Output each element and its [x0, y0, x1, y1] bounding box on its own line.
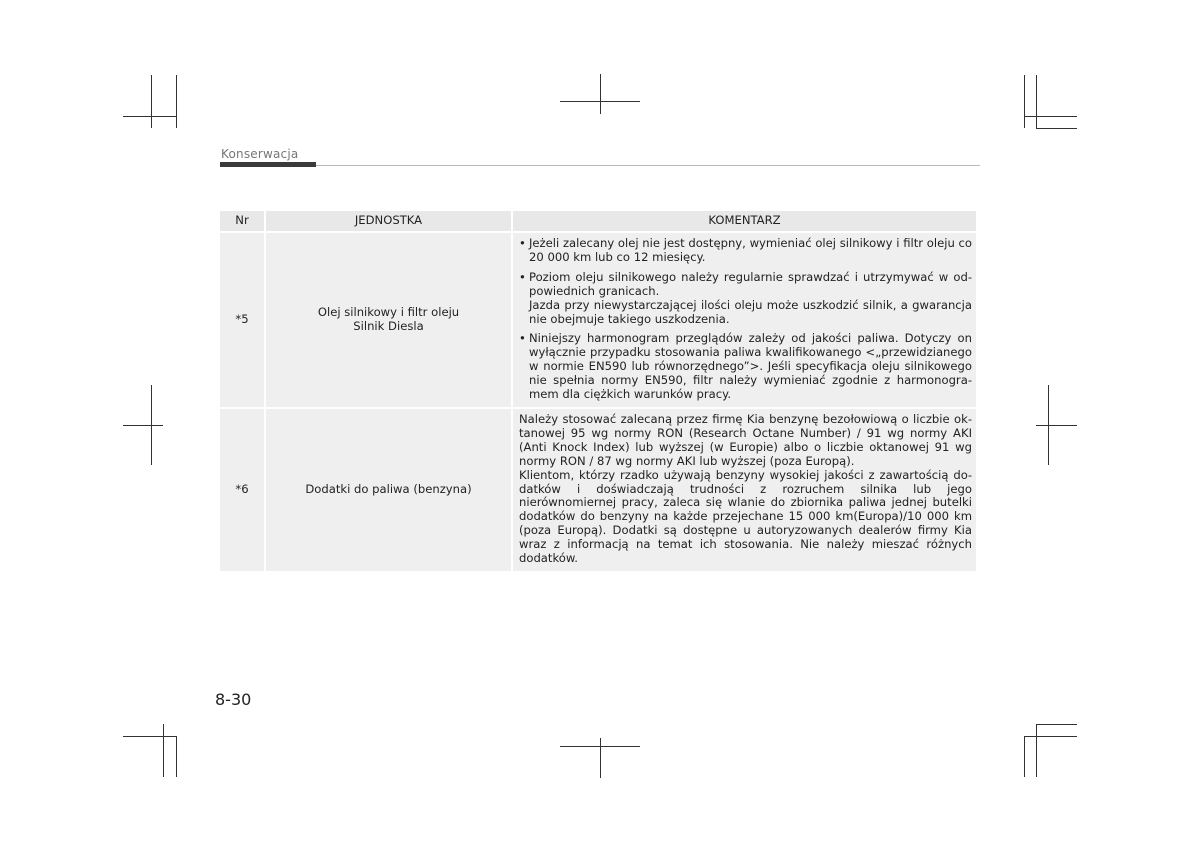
bullet-text: Jazda przy niewystarczającej ilości oleju może uszkodzić silnik, a gwarancja nie obejmuje takiego uszkodzenia.: [529, 297, 972, 326]
unit-line: Dodatki do paliwa (benzyna): [305, 482, 472, 496]
comment-paragraph: Klientom, którzy rzadko używają benzyny wysokiej jakości z zawartością dodatków i doświadczają trudności z rozruchem silnika lub jego nierównomiernej pracy, zaleca się wlanie do zbiornika paliwa jednej butelki dodatków do benzyny na każde przejechane 15 000 km(Europa)/10 000 km (poza Europą). Dodatki są dostępne u autoryzowanych dealerów firmy Kia wraz z informacją na temat ich stosowania. Nie należy mieszać różnych dodatków.: [519, 467, 972, 566]
bullet-icon: •: [519, 269, 526, 284]
column-header-comment: KOMENTARZ: [513, 211, 976, 231]
bullet-icon: •: [519, 331, 526, 346]
comment-bullet: [519, 237, 972, 265]
bullet-icon: •: [519, 236, 526, 250]
unit-line: Olej silnikowy i filtr oleju: [317, 305, 460, 320]
comment-bullet-list: [519, 237, 972, 402]
column-header-unit: JEDNOSTKA: [266, 211, 511, 231]
section-rule: [316, 165, 980, 166]
bullet-text: Niniejszy harmonogram przeglądów zależy od jakości paliwa. Dotyczy on wyłącznie przypadku stosowania paliwa kwalifikowanego <„przewidzianego w normie EN590 lub równorzędnego”>. Jeśli specyfikacja oleju silnikowego nie spełnia normy EN590, filtr należy wymieniać zgodnie z harmonogramem dla ciężkich warunków pracy.: [529, 331, 972, 402]
page-number: 8-30: [215, 690, 252, 709]
row-comment: [513, 409, 976, 571]
section-title: Konserwacja: [221, 147, 299, 161]
column-header-nr: Nr: [220, 211, 264, 231]
comment-bullet: [519, 332, 972, 402]
maintenance-notes-table: [218, 209, 978, 573]
row-unit: [266, 409, 511, 571]
row-number: *6: [220, 409, 264, 571]
row-comment: [513, 233, 976, 407]
bullet-text: Jeżeli zalecany olej nie jest dostępny, wymieniać olej silnikowy i filtr oleju co 20 000 km lub co 12 miesięcy.: [529, 236, 972, 264]
row-unit: [266, 233, 511, 407]
table-row: [220, 233, 976, 407]
section-bar: [220, 162, 316, 167]
comment-paragraph: Należy stosować zalecaną przez firmę Kia benzynę bezołowiową o liczbie oktanowej 95 wg normy RON (Research Octane Number) / 91 wg normy AKI (Anti Knock Index) lub wyższej (w Europie) albo o liczbie oktanowej 91 wg normy RON / 87 wg normy AKI lub wyższej (poza Europą).: [519, 411, 972, 468]
bullet-text: Poziom oleju silnikowego należy regularnie sprawdzać i utrzymywać w odpowiednich granicach.: [529, 269, 972, 298]
unit-line: Silnik Diesla: [353, 318, 424, 333]
row-number: *5: [220, 233, 264, 407]
table-header-row: [220, 211, 976, 231]
table-row: [220, 409, 976, 571]
comment-bullet: [519, 271, 972, 327]
